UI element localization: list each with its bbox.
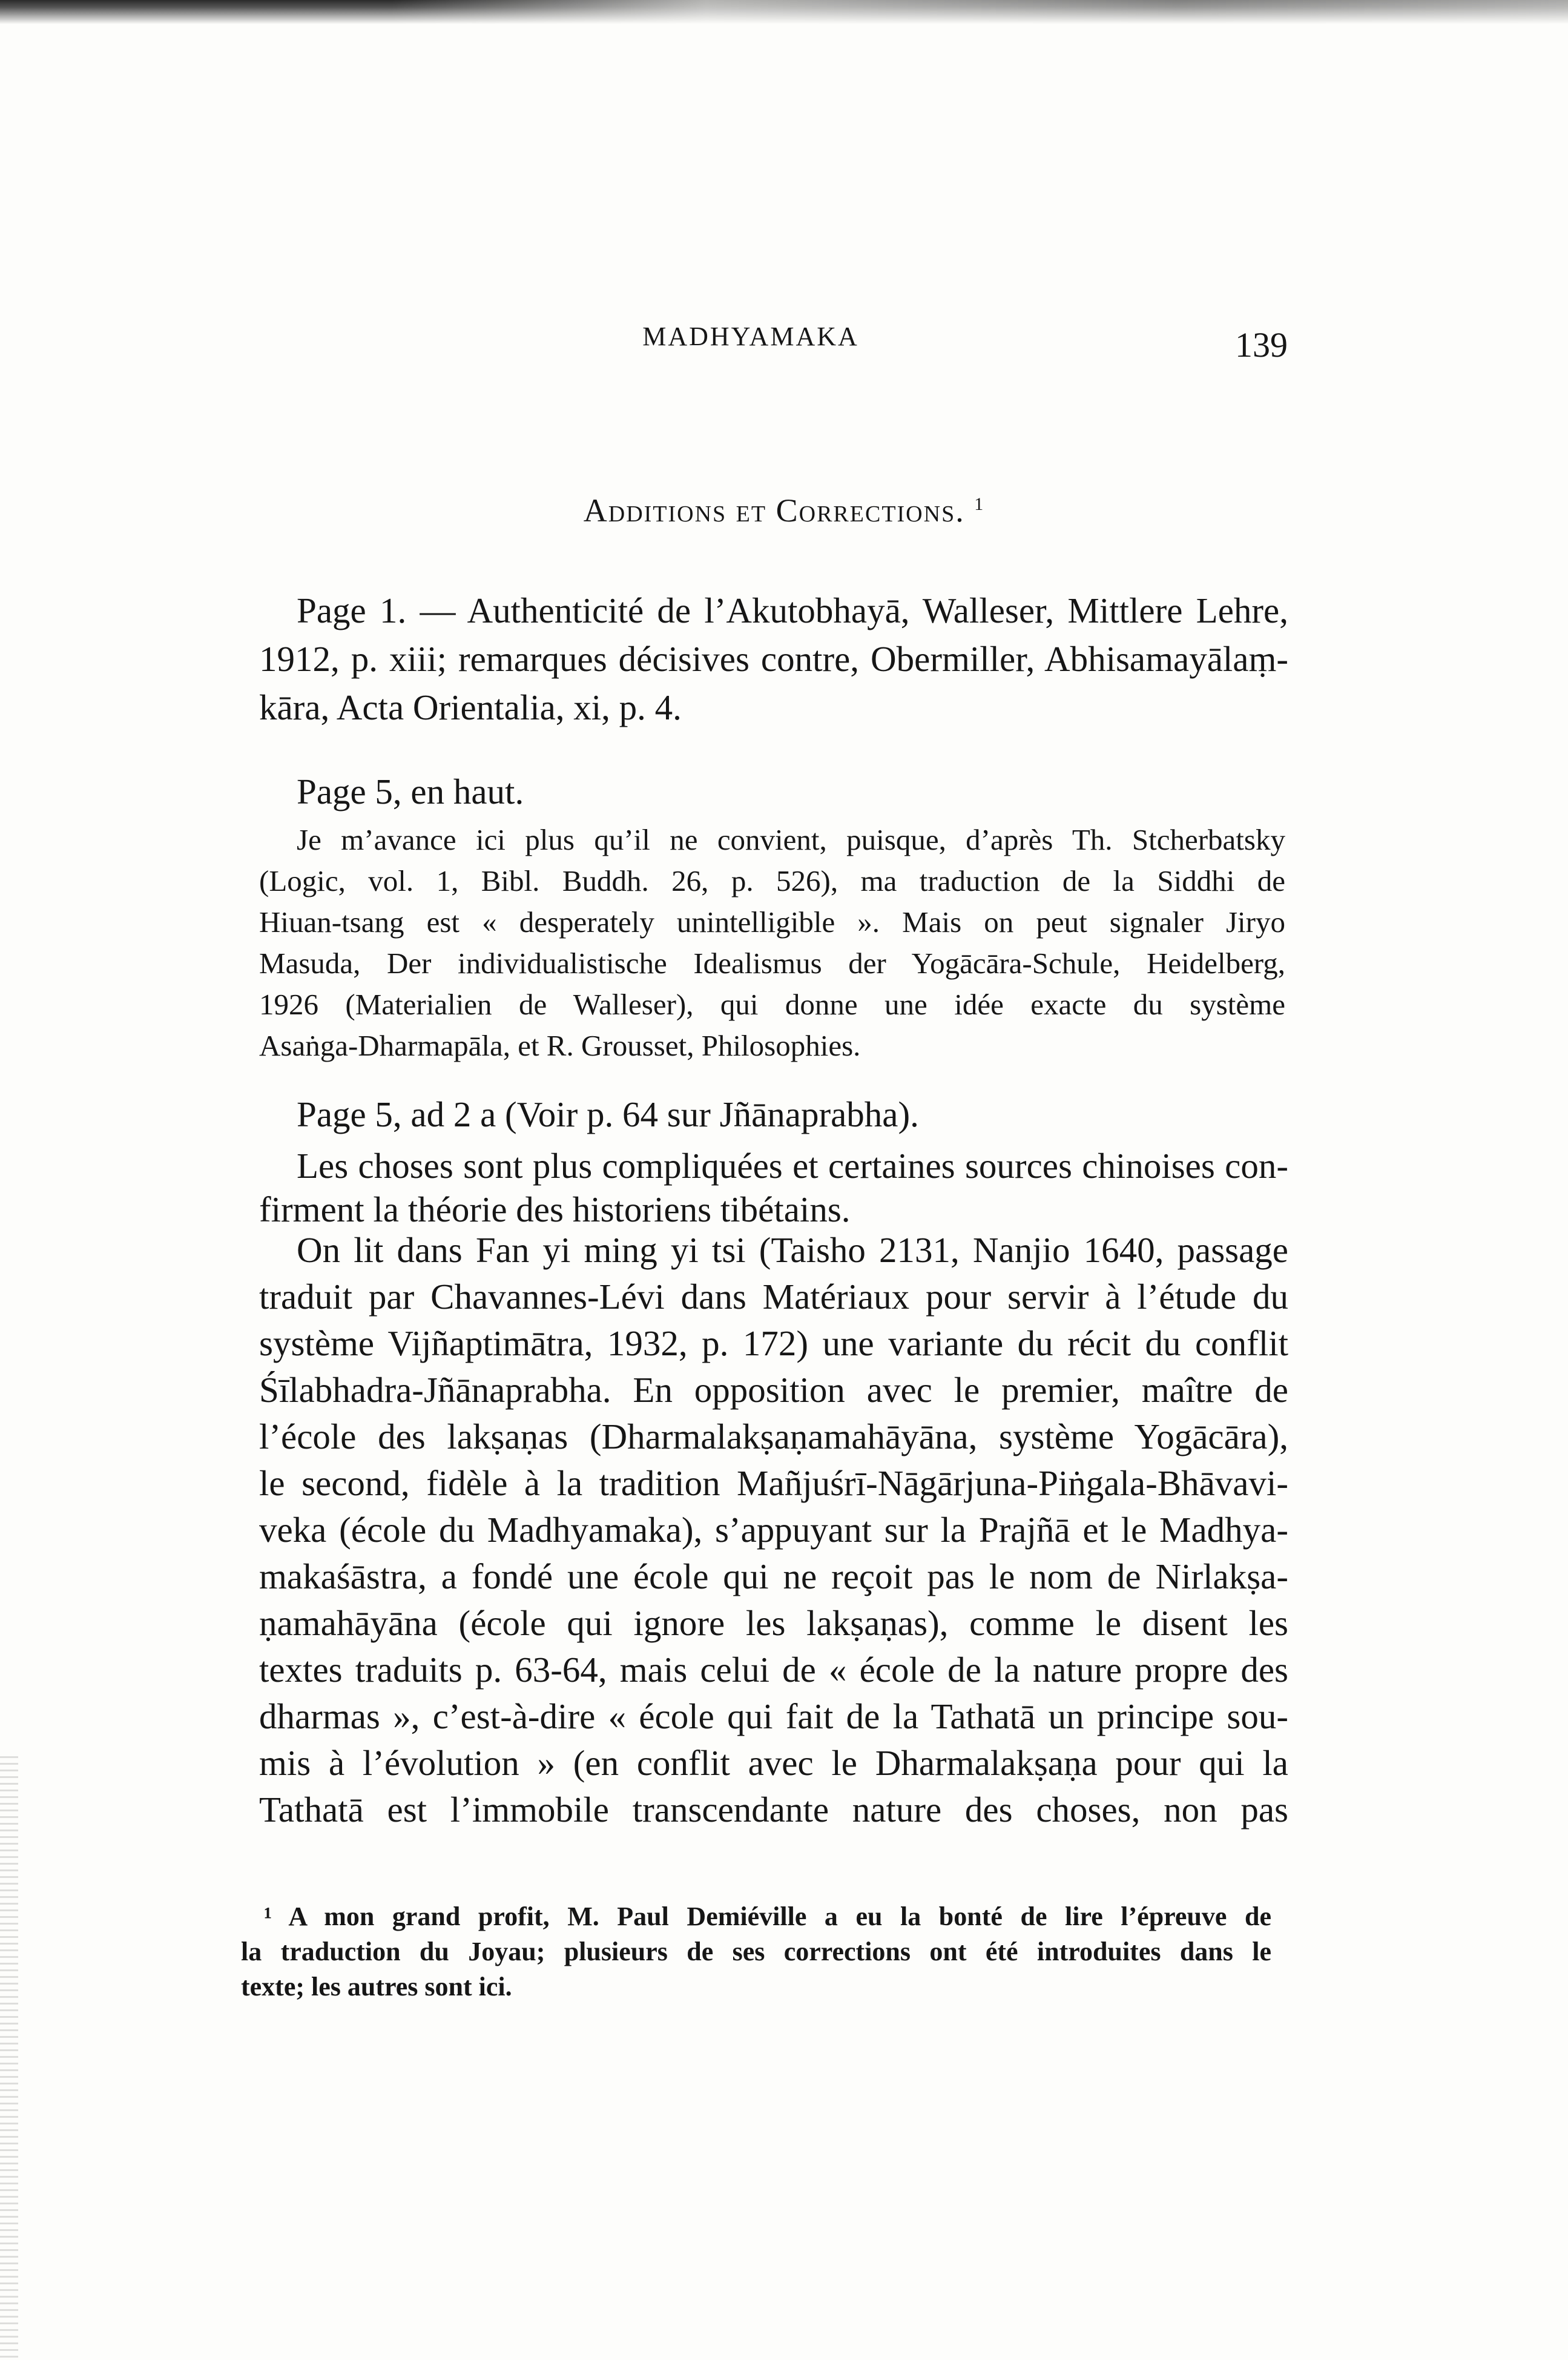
- entry-page-5-note: [259, 819, 1285, 1066]
- page-number: 139: [1235, 325, 1288, 365]
- entry-page-5-heading: [259, 767, 1288, 816]
- text-line: (Logic, vol. 1, Bibl. Buddh. 26, p. 526), ma traduction de la Siddhi de: [259, 864, 1285, 897]
- text-line: kāra, Acta Orientalia, xi, p. 4.: [259, 687, 682, 727]
- text-line: Page 5, en haut.: [297, 772, 524, 811]
- text-line: Śīlabhadra-Jñānaprabha. En opposition avec le premier, maître de: [259, 1370, 1288, 1410]
- running-title: MADHYAMAKA: [642, 322, 859, 351]
- text-line: le second, fidèle à la tradition Mañjuśrī-Nāgārjuna-Piṅgala-Bhāvavi-: [259, 1463, 1288, 1503]
- section-title-text: Additions et Corrections.: [583, 492, 965, 529]
- footnote: [241, 1899, 1271, 2005]
- text-line: Masuda, Der individualistische Idealismus der Yogācāra-Schule, Heidelberg,: [259, 947, 1285, 980]
- entry-page-1: [259, 586, 1288, 732]
- text-line: Hiuan-tsang est « desperately unintelligible ». Mais on peut signaler Jiryo: [259, 905, 1285, 939]
- scan-margin-noise: [0, 1756, 18, 2360]
- text-line: Tathatā est l’immobile transcendante nature des choses, non pas: [259, 1790, 1288, 1829]
- text-line: veka (école du Madhyamaka), s’appuyant sur la Prajñā et le Madhya-: [259, 1510, 1288, 1550]
- text-line: makaśāstra, a fondé une école qui ne reçoit pas le nom de Nirlakṣa-: [259, 1556, 1288, 1596]
- section-title: [0, 492, 1568, 529]
- text-line: On lit dans Fan yi ming yi tsi (Taisho 2131, Nanjio 1640, passage: [297, 1230, 1288, 1270]
- text-line: mis à l’évolution » (en conflit avec le Dharmalakṣaṇa pour qui la: [259, 1743, 1288, 1783]
- text-line: firment la théorie des historiens tibétains.: [259, 1189, 851, 1229]
- text-line: ¹ A mon grand profit, M. Paul Demiéville a eu la bonté de lire l’épreuve de: [264, 1902, 1271, 1931]
- scan-edge-shadow: [0, 0, 1568, 24]
- text-line: texte; les autres sont ici.: [241, 1972, 512, 2001]
- text-line: 1912, p. xiii; remarques décisives contre, Obermiller, Abhisamayālaṃ-: [259, 639, 1288, 679]
- text-line: l’école des lakṣaṇas (Dharmalakṣaṇamahāyāna, système Yogācāra),: [259, 1416, 1288, 1456]
- text-line: Page 1. — Authenticité de l’Akutobhayā, Walleser, Mittlere Lehre,: [297, 590, 1288, 630]
- text-line: textes traduits p. 63-64, mais celui de « école de la nature propre des: [259, 1650, 1288, 1690]
- text-line: 1926 (Materialien de Walleser), qui donne une idée exacte du système: [259, 988, 1285, 1021]
- text-line: Asaṅga-Dharmapāla, et R. Grousset, Philosophies.: [259, 1029, 861, 1062]
- paragraph-les-choses: [259, 1144, 1288, 1231]
- text-line: traduit par Chavannes-Lévi dans Matériaux pour servir à l’étude du: [259, 1277, 1288, 1317]
- entry-page-5-ad-heading: [259, 1090, 1288, 1139]
- text-line: Je m’avance ici plus qu’il ne convient, puisque, d’après Th. Stcherbatsky: [297, 823, 1285, 856]
- footnote-marker: 1: [974, 494, 985, 514]
- paragraph-on-lit: [259, 1227, 1288, 1833]
- text-line: la traduction du Joyau; plusieurs de ses corrections ont été introduites dans le: [241, 1937, 1271, 1966]
- text-line: dharmas », c’est-à-dire « école qui fait de la Tathatā un principe sou-: [259, 1696, 1288, 1736]
- text-line: Les choses sont plus compliquées et certaines sources chinoises con-: [297, 1146, 1288, 1186]
- text-line: Page 5, ad 2 a (Voir p. 64 sur Jñānaprabha).: [297, 1094, 919, 1134]
- text-line: système Vijñaptimātra, 1932, p. 172) une variante du récit du conflit: [259, 1323, 1288, 1363]
- text-line: ṇamahāyāna (école qui ignore les lakṣaṇas), comme le disent les: [259, 1603, 1288, 1643]
